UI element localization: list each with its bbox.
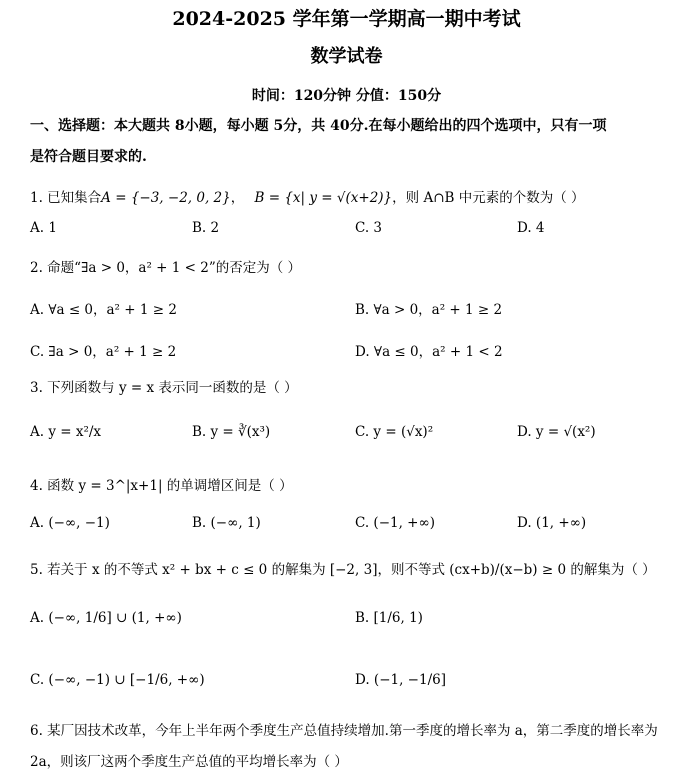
question-3-stem: 3. 下列函数与 y = x 表示同一函数的是（ ） bbox=[30, 380, 298, 396]
q2-option-a: A. ∀a ≤ 0，a² + 1 ≥ 2 bbox=[30, 302, 177, 318]
q3-option-d: D. y = √(x²) bbox=[517, 424, 596, 440]
q5-option-d: D. (−1, −1/6] bbox=[355, 672, 446, 688]
section-heading-line2: 是符合题目要求的. bbox=[30, 149, 147, 165]
q1-comma: ， bbox=[230, 190, 245, 206]
q5-option-a: A. (−∞, 1/6] ∪ (1, +∞) bbox=[30, 610, 182, 626]
q4-option-a: A. (−∞, −1) bbox=[30, 515, 110, 531]
q1-prefix: 1. 已知集合 bbox=[30, 190, 102, 206]
question-6-line1: 6. 某厂因技术改革，今年上半年两个季度生产总值持续增加.第一季度的增长率为 a，第二季度的增长率为 bbox=[30, 723, 658, 739]
q1-option-d: D. 4 bbox=[517, 220, 545, 236]
q1-option-a: A. 1 bbox=[30, 220, 57, 236]
q1-set-a: A = {−3, −2, 0, 2} bbox=[101, 190, 231, 206]
q3-option-b: B. y = ∛(x³) bbox=[192, 424, 271, 440]
question-4-stem: 4. 函数 y = 3^|x+1| 的单调增区间是（ ） bbox=[30, 478, 293, 494]
question-6-line2: 2a，则该厂这两个季度生产总值的平均增长率为（ ） bbox=[30, 754, 348, 770]
q1-option-b: B. 2 bbox=[192, 220, 220, 236]
q3-option-a: A. y = x²/x bbox=[30, 424, 102, 440]
section-heading-line1: 一、选择题：本大题共 8小题，每小题 5分，共 40分.在每小题给出的四个选项中，只有一项 bbox=[30, 118, 607, 134]
q4-option-d: D. (1, +∞) bbox=[517, 515, 587, 531]
q2-option-c: C. ∃a > 0，a² + 1 ≥ 2 bbox=[30, 344, 177, 360]
q5-option-b: B. [1/6, 1) bbox=[355, 610, 423, 626]
question-1-stem bbox=[30, 186, 585, 206]
q4-option-b: B. (−∞, 1) bbox=[192, 515, 261, 531]
q1-option-c: C. 3 bbox=[355, 220, 383, 236]
subject-title: 数学试卷 bbox=[310, 46, 383, 67]
exam-title: 2024-2025 学年第一学期高一期中考试 bbox=[172, 8, 521, 30]
question-2-stem: 2. 命题“∃a > 0，a² + 1 < 2”的否定为（ ） bbox=[30, 260, 302, 276]
q1-set-b: B = {x| y = √(x+2)} bbox=[254, 190, 393, 206]
exam-info: 时间：120分钟 分值：150分 bbox=[251, 88, 442, 104]
q2-option-b: B. ∀a > 0，a² + 1 ≥ 2 bbox=[355, 302, 503, 318]
q3-option-c: C. y = (√x)² bbox=[355, 424, 434, 440]
q2-option-d: D. ∀a ≤ 0，a² + 1 < 2 bbox=[355, 344, 503, 360]
question-5-stem: 5. 若关于 x 的不等式 x² + bx + c ≤ 0 的解集为 [−2, 3]，则不等式 (cx+b)/(x−b) ≥ 0 的解集为（ ） bbox=[30, 562, 656, 578]
q1-suffix: ，则 A∩B 中元素的个数为（ ） bbox=[392, 190, 585, 206]
q5-option-c: C. (−∞, −1) ∪ [−1/6, +∞) bbox=[30, 672, 205, 688]
q4-option-c: C. (−1, +∞) bbox=[355, 515, 436, 531]
